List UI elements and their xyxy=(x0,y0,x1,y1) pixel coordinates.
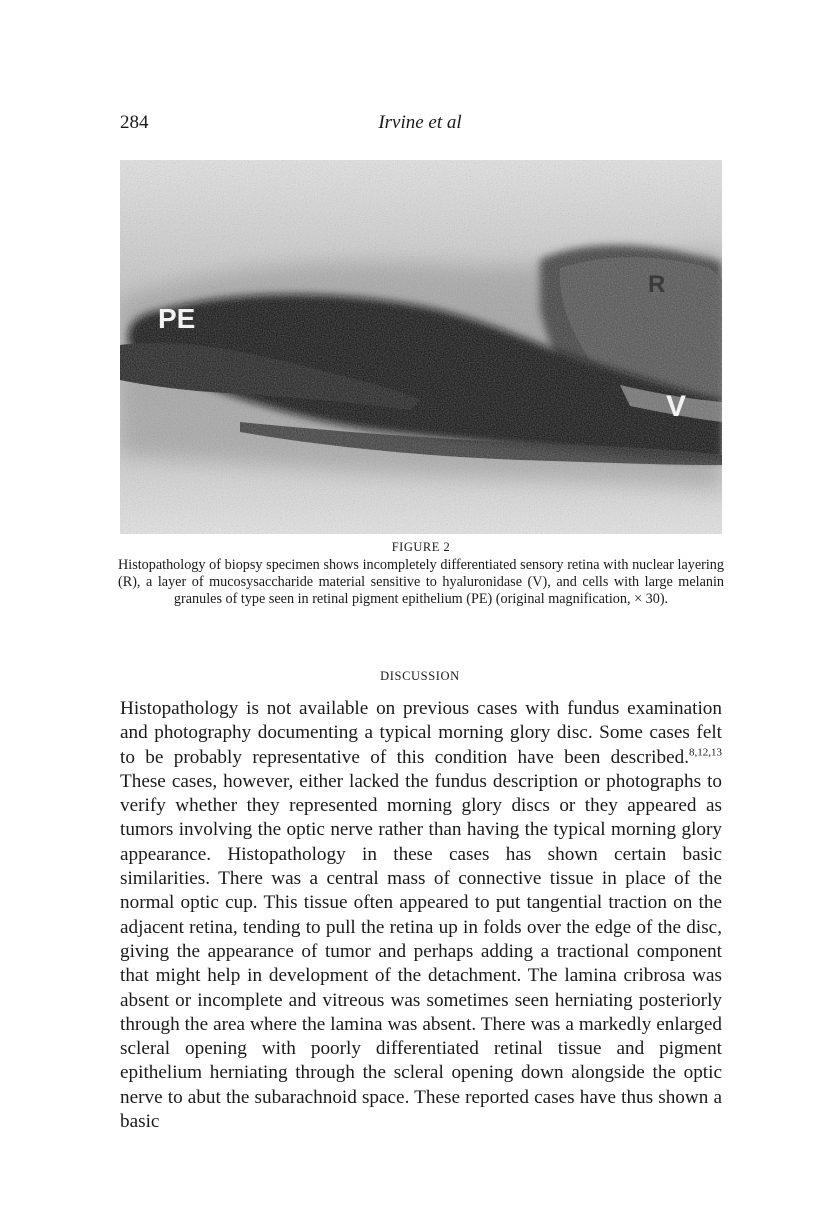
body-text xyxy=(120,697,722,1134)
body-paragraph xyxy=(120,697,722,1134)
figure-caption-text: Histopathology of biopsy specimen shows incompletely differentiated sensory retina with nuclear layering (R), a layer of mucosysaccharide material sensitive to hyaluronidase (V), and cells with large melanin granules of type seen in retinal pigment epithelium (PE) (original magnification, × 30). xyxy=(118,557,724,607)
page-number: 284 xyxy=(120,112,149,133)
label-v: V xyxy=(666,390,687,423)
page-header xyxy=(120,112,720,142)
figure-number: FIGURE 2 xyxy=(391,540,451,554)
running-head: Irvine et al xyxy=(378,112,462,133)
section-heading: DISCUSSION xyxy=(380,669,460,683)
body-text-part1: Histopathology is not available on previous cases with fundus examination and photography documenting a typical morning glory disc. Some cases felt to be probably representative of this condition have been described. xyxy=(120,698,722,768)
label-pe: PE xyxy=(158,303,196,334)
figure-caption xyxy=(118,539,724,607)
reference-superscript: 8,12,13 xyxy=(689,746,722,759)
micrograph-image xyxy=(120,160,722,534)
label-r: R xyxy=(648,271,666,298)
body-text-part2: These cases, however, either lacked the fundus description or photographs to verify whether they represented morning glory discs or they appeared as tumors involving the optic nerve rather than having the typical morning glory appearance. Histopathology in these cases has shown certain basic similarities. There was a central mass of connective tissue in place of the normal optic cup. This tissue often appeared to put tangential traction on the adjacent retina, tending to pull the retina up in folds over the edge of the disc, giving the appearance of tumor and perhaps adding a tractional component that might help in development of the detachment. The lamina cribrosa was absent or incomplete and vitreous was sometimes seen herniating posteriorly through the area where the lamina was absent. There was a markedly enlarged scleral opening with poorly differentiated retinal tissue and pigment epithelium herniating through the scleral opening down alongside the optic nerve to abut the subarachnoid space. These reported cases have thus shown a basic xyxy=(120,770,722,1133)
histopathology-figure xyxy=(120,160,722,534)
